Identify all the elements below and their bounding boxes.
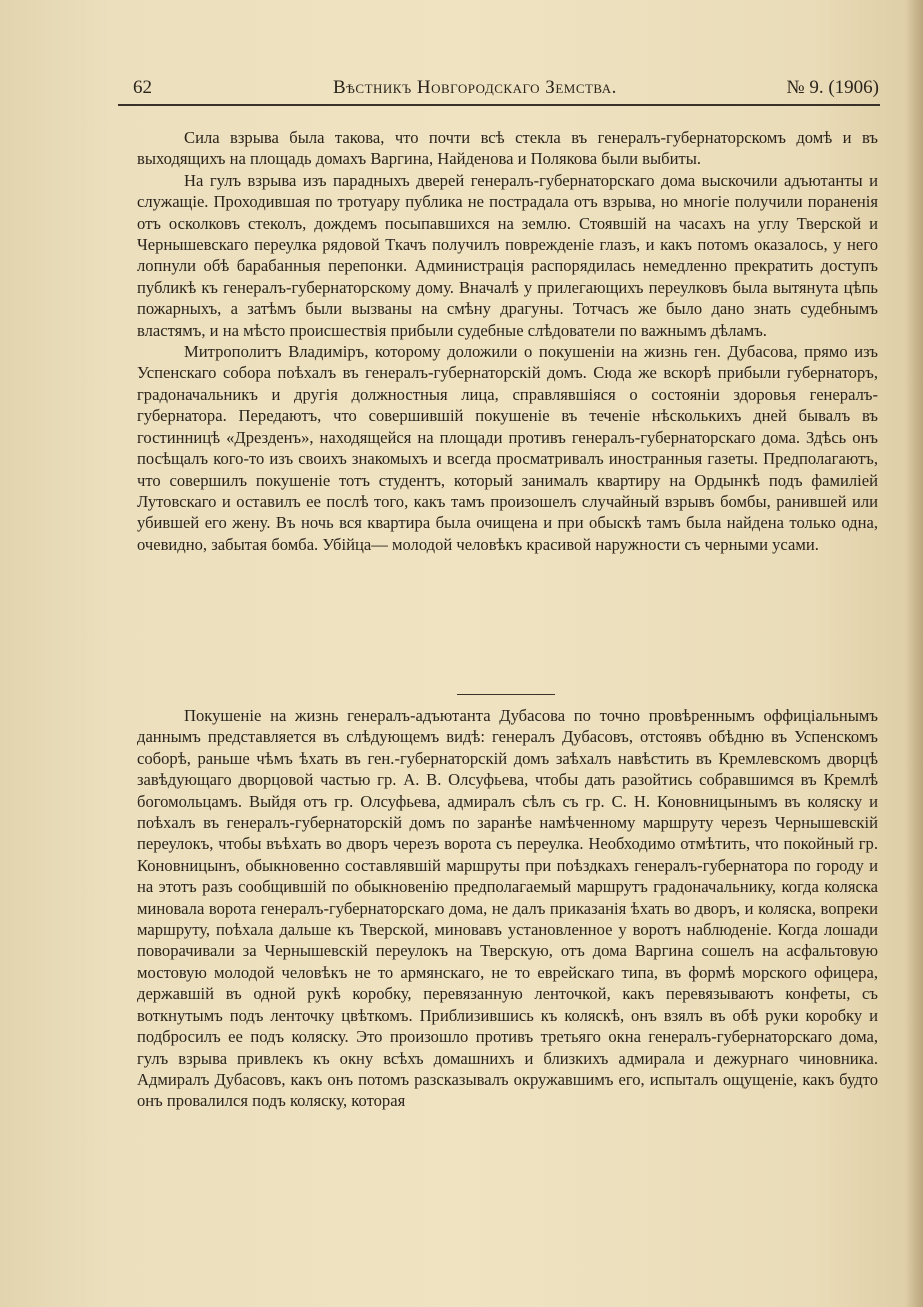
page-number: 62 [133, 77, 152, 98]
issue-number: № 9. (1906) [786, 77, 879, 98]
page-edge-shadow [905, 0, 923, 1307]
article-bottom [137, 705, 878, 1112]
paragraph: На гулъ взрыва изъ парадныхъ дверей генералъ-губернаторскаго дома выскочили адъютанты и служащіе. Проходившая по тротуару публика не пострадала отъ взрыва, но многіе получили пораненія отъ осколковъ стеколъ, дождемъ посыпавшихся на землю. Стоявшій на часахъ на углу Тверской и Чернышевскаго переулка рядовой Ткачъ получилъ поврежденіе глазъ, и какъ потомъ оказалось, у него лопнули обѣ барабанныя перепонки. Администрація распорядилась немедленно прекратить доступъ публикѣ къ генералъ-губернаторскому дому. Вначалѣ у прилегающихъ переулковъ была вытянута цѣпь пожарныхъ, а затѣмъ были вызваны на смѣну драгуны. Тотчасъ же было дано знать судебнымъ властямъ, и на мѣсто происшествія прибыли судебные слѣдователи по важнымъ дѣламъ. [137, 170, 878, 340]
header-rule [118, 104, 880, 106]
page-header [133, 75, 879, 107]
paragraph: Митрополитъ Владиміръ, которому доложили о покушеніи на жизнь ген. Дубасова, прямо изъ Успенскаго собора поѣхалъ въ генералъ-губернаторскій домъ. Сюда же вскорѣ прибыли губернаторъ, градоначальникъ и другія должностныя лица, справлявшіяся о состояніи здоровья генералъ-губернатора. Передаютъ, что совершившій покушеніе въ теченіе нѣсколькихъ дней бывалъ въ гостинницѣ «Дрезденъ», находящейся на площади противъ генералъ-губернаторскаго дома. Здѣсь онъ посѣщалъ кого-то изъ своихъ знакомыхъ и всегда просматривалъ иностранныя газеты. Предполагаютъ, что совершилъ покушеніе тотъ студентъ, который занималъ квартиру на Ордынкѣ подъ фамиліей Лутовскаго и оставилъ ее послѣ того, какъ тамъ произошелъ случайный взрывъ бомбы, ранившей или убившей его жену. Въ ночь вся квартира была очищена и при обыскѣ тамъ была найдена только одна, очевидно, забытая бомба. Убійца— молодой человѣкъ красивой наружности съ черными усами. [137, 342, 878, 554]
running-title: Вѣстникъ Новгородскаго Земства. [333, 77, 617, 98]
section-divider [457, 694, 555, 695]
paragraph: Покушеніе на жизнь генералъ-адъютанта Дубасова по точно провѣреннымъ оффиціальнымъ даннымъ представляется въ слѣдующемъ видѣ: генералъ Дубасовъ, отстоявъ обѣдню въ Успенскомъ соборѣ, раньше чѣмъ ѣхать въ ген.-губернаторскій домъ заѣхалъ навѣстить въ Кремлевскомъ дворцѣ завѣдующаго дворцовой частью гр. А. В. Олсуфьева, чтобы дать разойтись собравшимся въ Кремлѣ богомольцамъ. Выйдя отъ гр. Олсуфьева, адмиралъ сѣлъ съ гр. С. Н. Коновницынымъ въ коляску и поѣхалъ въ генералъ-губернаторскій домъ по заранѣе намѣченному маршруту черезъ Чернышевскій переулокъ, чтобы въѣхать во дворъ черезъ ворота съ переулка. Необходимо отмѣтить, что покойный гр. Коновницынъ, обыкновенно составлявшій маршруты при поѣздкахъ генералъ-губернатора по городу и на этотъ разъ сообщившій по обыкновенію предполагаемый маршрутъ градоначальнику, когда коляска миновала ворота генералъ-губернаторскаго дома, не далъ приказанія ѣхать во дворъ, и коляска, вопреки маршруту, поѣхала дальше къ Тверской, миновавъ установленное у воротъ наблюденіе. Когда лошади поворачивали за Чернышевскій переулокъ на Тверскую, отъ дома Варгина сошелъ на асфальтовую мостовую молодой человѣкъ не то армянскаго, не то еврейскаго типа, въ формѣ морского офицера, державшій въ одной рукѣ коробку, перевязанную ленточкой, какъ перевязываютъ конфеты, съ воткнутымъ подъ ленточку цвѣткомъ. Приблизившись къ коляскѣ, онъ взялъ въ обѣ руки коробку и подбросилъ ее подъ коляску. Это произошло противъ третьяго окна генералъ-губернаторскаго дома, гулъ взрыва привлекъ къ окну всѣхъ домашнихъ и близкихъ адмирала и дежурнаго чиновника. Адмиралъ Дубасовъ, какъ онъ потомъ разсказывалъ окружавшимъ его, испыталъ ощущеніе, какъ будто онъ провалился подъ коляску, которая [137, 706, 878, 1111]
paragraph: Сила взрыва была такова, что почти всѣ стекла въ генералъ-губернаторскомъ домѣ и въ выходящихъ на площадь домахъ Варгина, Найденова и Полякова были выбиты. [137, 128, 878, 169]
article-top [137, 127, 878, 555]
